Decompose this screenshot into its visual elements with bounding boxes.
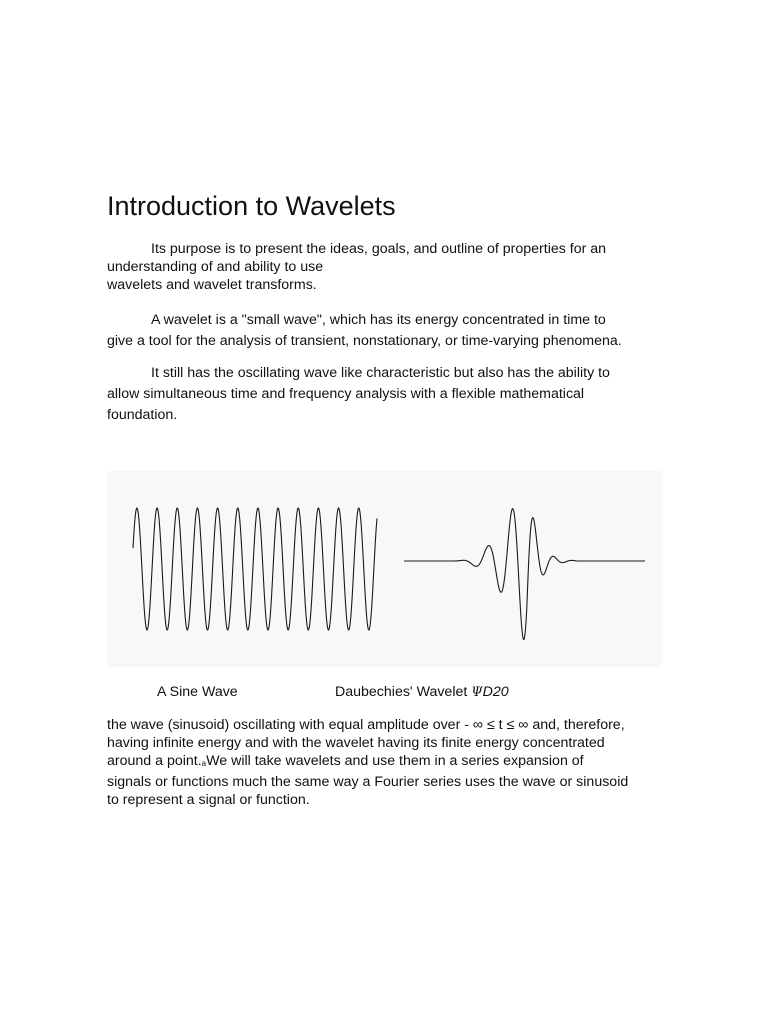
paragraph-line: to represent a signal or function. — [107, 792, 310, 808]
wave-comparison-illustration — [107, 471, 662, 667]
paragraph-line — [107, 752, 628, 773]
wavelet-caption-text: Daubechies' Wavelet — [335, 684, 472, 700]
sine-wave-caption: A Sine Wave — [157, 684, 238, 700]
conclusion-paragraph — [107, 716, 628, 809]
footnote-marker: a — [201, 759, 207, 768]
intro-paragraph-characteristics — [107, 363, 610, 426]
paragraph-line: wavelets and wavelet transforms. — [107, 277, 317, 293]
paragraph-line: having infinite energy and with the wavelet having its finite energy concentrated — [107, 735, 605, 751]
paragraph-line: Its purpose is to present the ideas, goals, and outline of properties for an — [151, 241, 607, 257]
intro-paragraph-purpose — [107, 240, 606, 294]
wave-comparison-figure — [107, 471, 662, 667]
paragraph-line: foundation. — [107, 407, 178, 423]
psi-symbol: Ψ — [471, 685, 483, 700]
paragraph-line: the wave (sinusoid) oscillating with equal amplitude over - ∞ ≤ t ≤ ∞ and, therefore, — [107, 717, 625, 733]
wavelet-caption — [335, 683, 509, 702]
paragraph-line: A wavelet is a "small wave", which has its energy concentrated in time to — [151, 312, 606, 328]
paragraph-text: around a point. — [107, 753, 202, 769]
paragraph-line: understanding of and ability to use — [107, 259, 324, 275]
daubechies-wavelet-illustration — [404, 509, 645, 640]
paragraph-line: It still has the oscillating wave like characteristic but also has the ability to — [151, 365, 610, 381]
paragraph-line: give a tool for the analysis of transient, nonstationary, or time-varying phenomena. — [107, 333, 622, 349]
page-title: Introduction to Wavelets — [107, 191, 396, 221]
sine-wave-illustration — [133, 508, 377, 630]
paragraph-text: We will take wavelets and use them in a series expansion of — [206, 753, 584, 769]
intro-paragraph-definition — [107, 310, 622, 352]
paragraph-line: signals or functions much the same way a Fourier series uses the wave or sinusoid — [107, 774, 629, 790]
paragraph-line: allow simultaneous time and frequency analysis with a flexible mathematical — [107, 386, 585, 402]
wavelet-order-label: D20 — [482, 684, 509, 700]
